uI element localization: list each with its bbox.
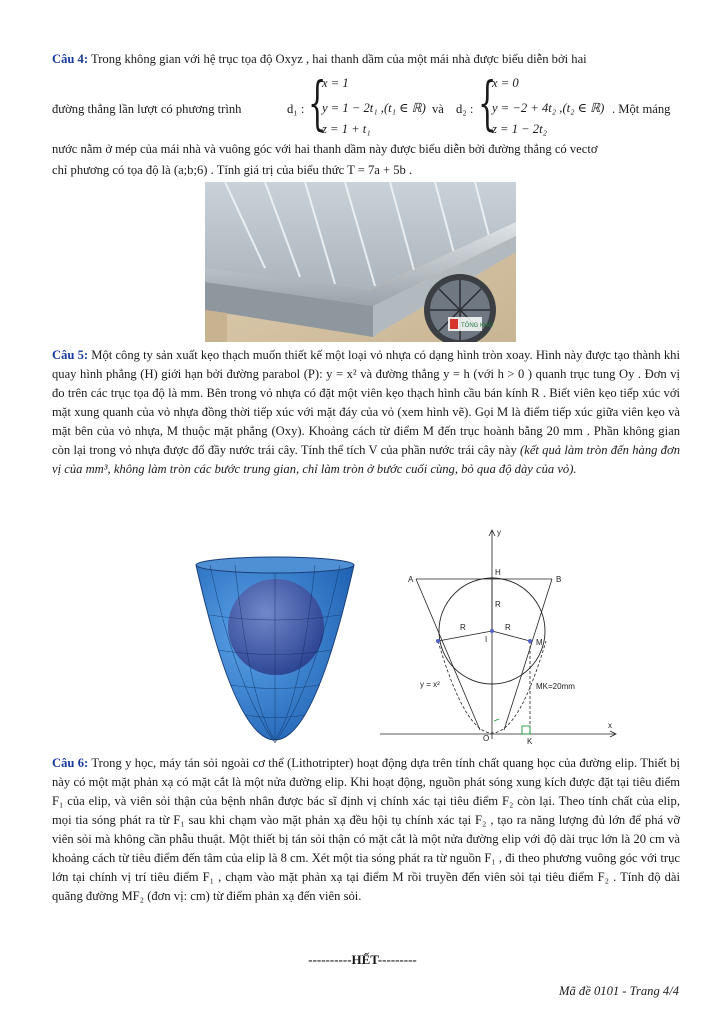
- q4-and: và: [432, 102, 444, 116]
- right-angle-mark: [522, 726, 530, 734]
- q5-paragraph: [52, 346, 680, 479]
- q4-d2-brace: {: [478, 69, 497, 137]
- q4-d1-name: d₁ :: [287, 102, 305, 116]
- point-b-label: B: [556, 575, 562, 584]
- q4-d2-row: z = 1 − 2t₂: [492, 122, 547, 136]
- paraboloid-3d-figure: [190, 555, 360, 755]
- x-axis-label: x: [608, 721, 612, 730]
- point-o-label: O: [483, 734, 490, 743]
- q4-d1-row: x = 1: [322, 76, 349, 90]
- mk-label: MK=20mm: [536, 682, 575, 691]
- q4-d2-row: y = −2 + 4t₂ ,(t₂ ∈ ℝ): [492, 101, 605, 115]
- q4-d1-row: y = 1 − 2t₁ ,(t₁ ∈ ℝ): [322, 101, 426, 115]
- cross-section-diagram: [380, 525, 620, 745]
- q4-line-1: [52, 52, 587, 67]
- roof-gutter-image: [205, 182, 516, 342]
- q4-d2-name: d₂ :: [456, 102, 474, 116]
- point-a-label: A: [408, 575, 414, 584]
- q5-label: Câu 5:: [52, 348, 89, 362]
- radius-label: R: [505, 623, 511, 632]
- q6-text: Trong y học, máy tán sỏi ngoài cơ thể (Lithotripter) hoạt động dựa trên tính chất quang học của đường elip. Thiết bị này có một mặt phản xạ có mặt cắt là một nửa đường elip. Khi hoạt động, nguồn phát sóng xung kích được đặt tại tiêu điểm F₁ của elip, và viên sỏi thận của bệnh nhân được bác sĩ định vị chính xác tại tiêu điểm F₂ còn lại. Theo tính chất của elip, mọi tia sóng phát ra từ F₁ sau khi chạm vào mặt phản xạ đều hội tụ chính xác tại F₂ , tạo ra năng lượng đủ lớn để phá vỡ viên sỏi mà không cần phẫu thuật. Một thiết bị tán sỏi thận có mặt cắt là một nửa đường elip với độ dài trục lớn là 20 cm và khoảng cách từ tiêu điểm đến tâm của elip là 8 cm. Xét một tia sóng phát ra từ nguồn F₁ , đi theo phương vuông góc với trục lớn tại chính vị trí tiêu điểm F₁ , chạm vào mặt phản xạ tại điểm M rồi truyền đến viên sỏi tại tiêu điểm F₂ . Tính độ dài quãng đường MF₂ (đơn vị: cm) từ điểm phản xạ đến viên sỏi.: [52, 756, 680, 903]
- q4-d1-system: [308, 69, 468, 140]
- end-marker: ----------HẾT---------: [308, 952, 417, 967]
- radius-label: R: [460, 623, 466, 632]
- tangent-right: [504, 579, 552, 730]
- q4-line-2b: . Một máng: [612, 102, 671, 116]
- q6-paragraph: [52, 754, 680, 906]
- parabola-label: y = x²: [420, 680, 440, 689]
- point-m-label: M: [536, 638, 543, 647]
- q4-d1-row: z = 1 + t₁: [322, 122, 371, 136]
- q4-label: Câu 4:: [52, 52, 89, 66]
- photo-watermark: TÔNG KHO: [461, 323, 494, 329]
- q4-text-1: Trong không gian với hệ trục tọa độ Oxyz , hai thanh dầm của một mái nhà được biểu diễn bởi hai: [90, 52, 587, 66]
- q4-line-4: chỉ phương có tọa độ là (a;b;6) . Tính giá trị của biểu thức T = 7a + 5b .: [52, 163, 413, 177]
- y-axis-label: y: [497, 528, 501, 537]
- radius-label: R: [495, 600, 501, 609]
- q4-d1-brace: {: [308, 69, 327, 137]
- q5-text: Một công ty sản xuất kẹo thạch muốn thiết kế một loại vỏ nhựa có dạng hình tròn xoay. Hình này được tạo thành khi quay hình phẳng (H) giới hạn bởi đường parabol (P): y = x² và đường thẳng y = h (với h > 0 ) quanh trục tung Oy . Đơn vị đo trên các trục tọa độ là mm. Bên trong vỏ nhựa có đặt một viên kẹo thạch hình cầu bán kính R . Biết viên kẹo tiếp xúc với mặt xung quanh của vỏ nhựa đồng thời tiếp xúc với mặt đáy của vỏ (xem hình vẽ). Gọi M là điểm tiếp xúc giữa viên kẹo và mặt bên của vỏ nhựa, M thuộc mặt phẳng (Oxy). Khoảng cách từ điểm M đến trục hoành bằng 20 mm . Phần không gian còn lại trong vỏ nhựa được đổ đầy nước trái cây. Tính thể tích V của phần nước trái cây này: [52, 348, 680, 457]
- q6-label: Câu 6:: [52, 756, 89, 770]
- point-h-label: H: [495, 568, 501, 577]
- q5-note: (kết quả làm tròn đến hàng đơn vị của mm³, không làm tròn các bước trung gian, chỉ làm tròn ở bước cuối cùng, bỏ qua độ dày của vỏ).: [52, 443, 680, 476]
- page-number: Mã đề 0101 - Trang 4/4: [559, 984, 679, 998]
- roof-gutter-photo: [205, 182, 516, 342]
- point-k-label: K: [527, 737, 533, 745]
- q4-d2-row: x = 0: [492, 76, 519, 90]
- q4-line-2a: đường thẳng lần lượt có phương trình: [52, 102, 242, 116]
- q4-line-3: nước nằm ở mép của mái nhà và vuông góc với hai thanh dầm này được biểu diễn bởi đường thẳng có vectơ: [52, 142, 598, 156]
- point-i-label: I: [485, 635, 488, 644]
